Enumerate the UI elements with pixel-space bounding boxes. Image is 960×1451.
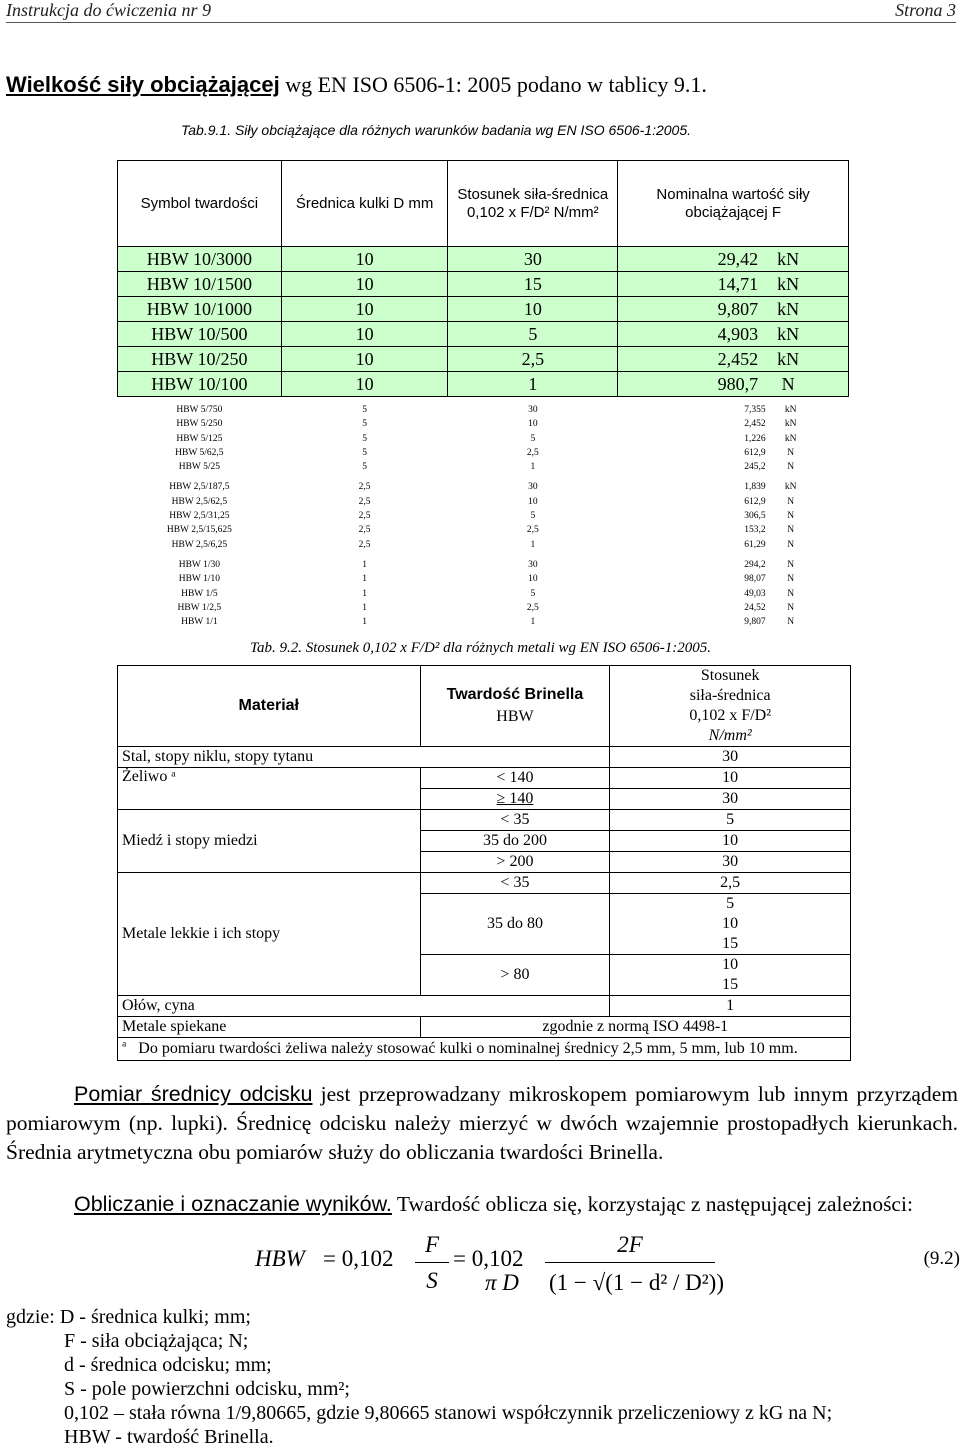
header-title: Instrukcja do ćwiczenia nr 9 <box>6 0 211 20</box>
table1-caption: Tab.9.1. Siły obciążające dla różnych warunków badania wg EN ISO 6506-1:2005. <box>181 122 692 138</box>
table-row: HBW 1/1 1 1 9,807 N <box>181 617 795 628</box>
col-header-ratio: Stosunek siła-średnica 0,102 x F/D² N/mm² <box>448 161 618 247</box>
table-row: HBW 10/500 10 5 4,903 kN <box>118 322 849 347</box>
table-row: HBW 2,5/6,25 2,5 1 61,29 N <box>171 539 795 550</box>
table-row: HBW 5/750 5 30 7,355 kN <box>176 405 797 415</box>
row-copper: Miedź i stopy miedzi <box>118 810 421 873</box>
equation-9-2: HBW = 0,102 F S = 0,102 2F π D (1 − √(1 − d² / D²)) (9.2) <box>255 1232 960 1295</box>
table2-footnote: $^a$ Do pomiaru twardości żeliwa należy stosować kulki o nominalnej średnicy 2,5 mm, 5 mm, lub 10 mm. <box>118 1038 851 1061</box>
table-row: HBW 1/30 1 30 294,2 N <box>178 559 795 570</box>
equation-number: (9.2) <box>923 1248 960 1269</box>
header-material: Materiał <box>118 666 421 747</box>
col-header-diameter: Średnica kulki D mm <box>281 161 448 247</box>
paragraph-measurement: Pomiar średnicy odcisku jest przeprowadzany mikroskopem pomiarowym lub innym przyrządem pomiarowym (np. lupki). Średnicę odcisku należy mierzyć w dwóch wzajemnie prostopadłych kierunkach. Średnia arytmetyczna obu pomiarów służy do obliczania twardości Brinella. <box>6 1082 958 1164</box>
table2-caption: Tab. 9.2. Stosunek 0,102 x F/D² dla różnych metali wg EN ISO 6506-1:2005. <box>250 640 711 656</box>
section-heading <box>6 72 707 98</box>
table-row: HBW 10/3000 10 30 29,42 kN <box>118 247 849 272</box>
header-page-number: Strona 3 <box>895 0 956 20</box>
heading-underlined: Wielkość siły obciążającej <box>6 72 280 97</box>
row-lead: Ołów, cyna <box>118 996 610 1017</box>
heading-rest: wg EN ISO 6506-1: 2005 podano w tablicy 9.1. <box>279 72 707 97</box>
col-header-symbol: Symbol twardości <box>118 161 282 247</box>
table-materials: Materiał Twardość Brinella HBW Stosunek siła-średnica 0,102 x F/D² N/mm² Stal, stopy niklu, stopy tytanu 30 Żeliwo ᵃ < 140 10 ≥ 140 30 Miedź i stopy miedzi < 35 5 35 do 200 10 > 200 30 Metale lekkie i ich stopy < 35 2,5 35 do 80 5 10 15 > 80 10 15 Ołów, cyna 1 Metale spiekane zgodnie z normą ISO 4498-1 $^a$ Do pomiaru twardości żeliwa należy stosować kulki o nominalnej średnicy 2,5 mm, 5 mm, lub 10 mm. <box>117 665 851 1061</box>
table-forces <box>117 160 849 629</box>
table-row: HBW 10/100 10 1 980,7 N <box>118 372 849 397</box>
table-row: HBW 10/1500 10 15 14,71 kN <box>118 272 849 297</box>
table-row: HBW 5/250 5 10 2,452 kN <box>176 419 797 430</box>
table-row: HBW 5/62,5 5 2,5 612,9 N <box>175 447 795 458</box>
paragraph-calculation: Obliczanie i oznaczanie wyników. Twardość oblicza się, korzystając z następującej zależności: <box>74 1192 913 1216</box>
row-light-metals: Metale lekkie i ich stopy <box>118 873 421 996</box>
table-row: HBW 1/5 1 5 49,03 N <box>181 588 795 599</box>
col-header-force: Nominalna wartość siły obciążającej F <box>618 161 849 247</box>
page-header <box>6 0 956 23</box>
header-ratio: Stosunek siła-średnica 0,102 x F/D² N/mm² <box>610 666 851 747</box>
row-iron: Żeliwo ᵃ <box>118 768 421 810</box>
header-brinell: Twardość Brinella HBW <box>420 666 610 747</box>
table-row: HBW 2,5/187,5 2,5 30 1,839 kN <box>169 482 797 493</box>
row-sintered: Metale spiekane <box>118 1017 421 1038</box>
table-row: HBW 5/125 5 5 1,226 kN <box>176 433 797 444</box>
table-row: HBW 10/1000 10 10 9,807 kN <box>118 297 849 322</box>
table-row: HBW 2,5/31,25 2,5 5 306,5 N <box>169 511 795 522</box>
table-row: HBW 1/2,5 1 2,5 24,52 N <box>177 602 795 613</box>
table-row: HBW 1/10 1 10 98,07 N <box>178 574 795 585</box>
row-steel: Stal, stopy niklu, stopy tytanu <box>118 747 610 768</box>
definitions: gdzie: D - średnica kulki; mm; F - siła obciążająca; N; d - średnica odcisku; mm; S - pole powierzchni odcisku, mm²; 0,102 – stała równa 1/9,80665, gdzie 9,80665 stanowi współczynnik przeliczeniowy z kG na N; HBW - twardość Brinella. <box>6 1306 833 1448</box>
value-steel: 30 <box>610 747 851 768</box>
table-row: HBW 10/250 10 2,5 2,452 kN <box>118 347 849 372</box>
table-row: HBW 5/25 5 1 245,2 N <box>178 462 795 473</box>
table-row: HBW 2,5/15,625 2,5 2,5 153,2 N <box>166 525 795 536</box>
table-row: HBW 2,5/62,5 2,5 10 612,9 N <box>171 496 795 507</box>
